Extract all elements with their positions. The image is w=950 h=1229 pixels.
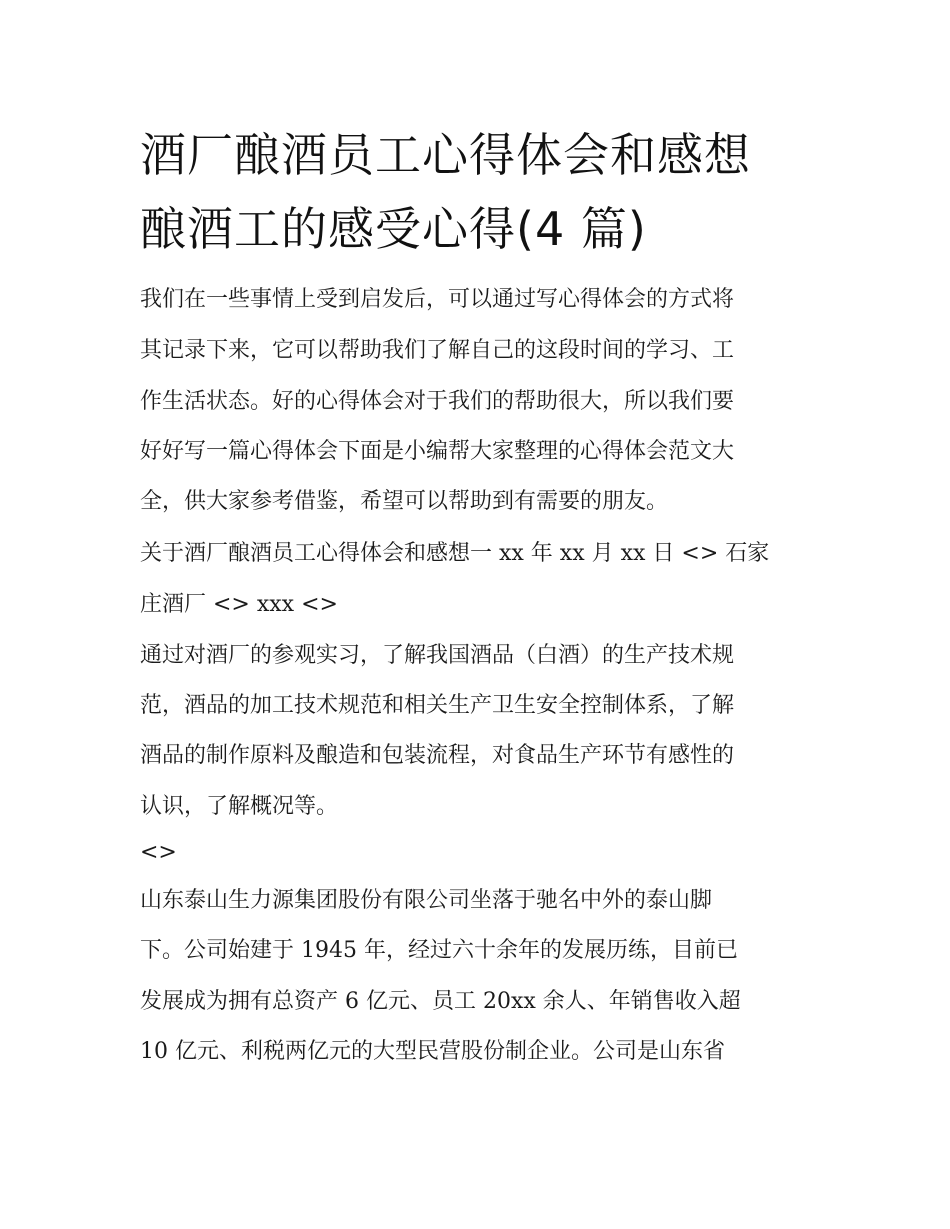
body-paragraph-line: 范，酒品的加工技术规范和相关生产卫生安全控制体系，了解	[140, 693, 735, 718]
intro-paragraph-line: 全，供大家参考借鉴，希望可以帮助到有需要的朋友。	[140, 489, 669, 514]
body-paragraph-line: 酒品的制作原料及酿造和包装流程，对食品生产环节有感性的	[140, 743, 735, 768]
intro-paragraph-line: 我们在一些事情上受到启发后，可以通过写心得体会的方式将	[140, 287, 735, 312]
body-paragraph-line: 发展成为拥有总资产 6 亿元、员工 20xx 余人、年销售收入超	[140, 989, 741, 1014]
title-line-2: 酿酒工的感受心得(4 篇)	[140, 202, 647, 256]
body-paragraph-line: 山东泰山生力源集团股份有限公司坐落于驰名中外的泰山脚	[140, 888, 713, 913]
placeholder-marker: <>	[140, 840, 177, 865]
document-title	[140, 118, 820, 266]
body-paragraph-line: 下。公司始建于 1945 年，经过六十余年的发展历练，目前已	[140, 938, 738, 963]
intro-paragraph-line: 其记录下来，它可以帮助我们了解自己的这段时间的学习、工	[140, 338, 735, 363]
section-heading-line: 庄酒厂 <> xxx <>	[140, 592, 338, 617]
body-paragraph-line: 通过对酒厂的参观实习，了解我国酒品（白酒）的生产技术规	[140, 643, 735, 668]
title-line-1: 酒厂酿酒员工心得体会和感想	[140, 128, 751, 182]
section-heading-line: 关于酒厂酿酒员工心得体会和感想一 xx 年 xx 月 xx 日 <> 石家	[140, 541, 770, 566]
body-paragraph-line: 10 亿元、利税两亿元的大型民营股份制企业。公司是山东省	[140, 1039, 725, 1064]
body-paragraph-line: 认识，了解概况等。	[140, 794, 339, 819]
intro-paragraph-line: 好好写一篇心得体会下面是小编帮大家整理的心得体会范文大	[140, 439, 735, 464]
intro-paragraph-line: 作生活状态。好的心得体会对于我们的帮助很大，所以我们要	[140, 389, 735, 414]
